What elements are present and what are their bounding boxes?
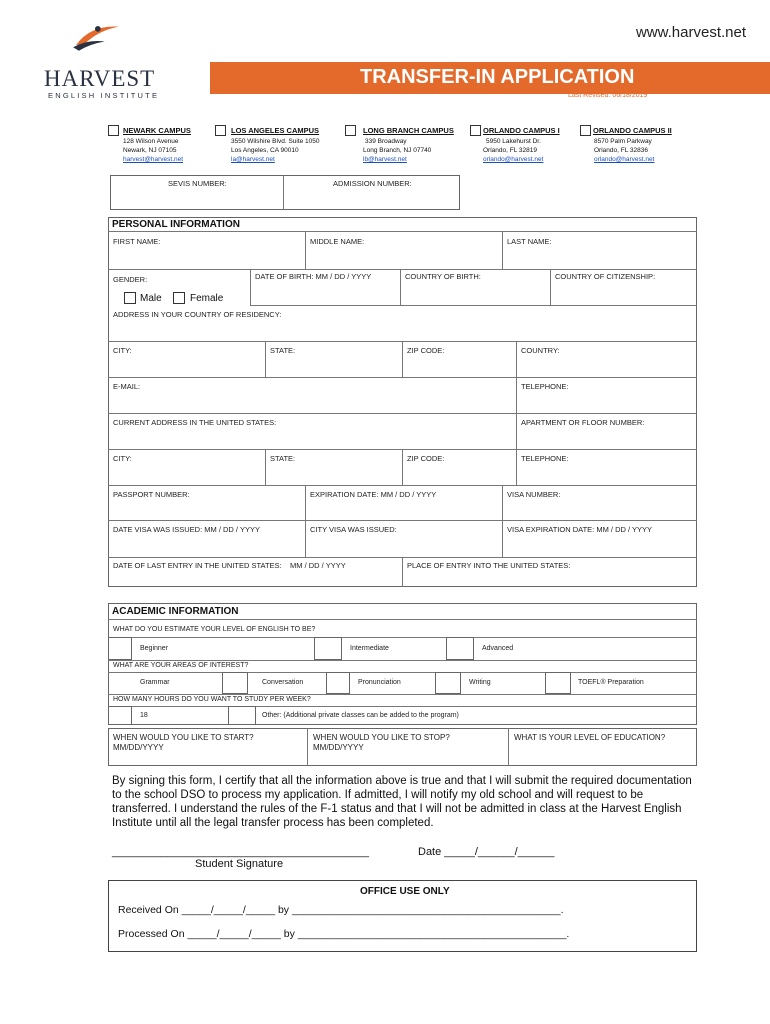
campus-city: Orlando, FL 32819 — [483, 147, 537, 154]
beginner-checkbox[interactable] — [108, 637, 132, 660]
us-state-label: STATE: — [270, 454, 296, 463]
first-name-input[interactable] — [110, 248, 303, 268]
pronunciation-label: Pronunciation — [358, 679, 401, 686]
campus-name: NEWARK CAMPUS — [123, 126, 191, 135]
email-input[interactable] — [110, 392, 514, 412]
last-entry-format: MM / DD / YYYY — [290, 561, 346, 570]
last-name-input[interactable] — [504, 248, 695, 268]
sevis-input[interactable] — [111, 190, 282, 209]
email-label: E-MAIL: — [113, 382, 141, 391]
certification-statement: By signing this form, I certify that all the information above is true and that I will submit the required documentation to the school DSO to process my application. If admitted, I will notify my old school and will request to be transferred. I understand the rules of the F-1 status and that I will not be admitted in class at the Harvest English Institute until all the legal transfer process has been completed. — [112, 775, 692, 829]
signature-date[interactable]: Date _____/______/______ — [418, 846, 555, 858]
telephone-input[interactable] — [518, 392, 695, 412]
admission-input[interactable] — [285, 190, 458, 209]
dob-label: DATE OF BIRTH: MM / DD / YYYY — [255, 272, 372, 281]
campus-address: 3550 Wilshire Blvd. Suite 1050 — [231, 138, 320, 145]
male-checkbox[interactable] — [124, 292, 136, 304]
office-use-title: OFFICE USE ONLY — [360, 886, 450, 897]
visa-expiration-label: VISA EXPIRATION DATE: MM / DD / YYYY — [507, 525, 653, 534]
stop-label: WHEN WOULD YOU LIKE TO STOP? — [313, 733, 450, 742]
beginner-label: Beginner — [140, 645, 169, 652]
us-telephone-label: TELEPHONE: — [521, 454, 569, 463]
address-residency-label: ADDRESS IN YOUR COUNTRY OF RESIDENCY: — [113, 310, 282, 319]
last-name-label: LAST NAME: — [507, 237, 552, 246]
place-entry-label: PLACE OF ENTRY INTO THE UNITED STATES: — [407, 561, 571, 570]
admission-label: ADMISSION NUMBER: — [333, 179, 412, 188]
hours-question: HOW MANY HOURS DO YOU WANT TO STUDY PER WEEK? — [113, 696, 311, 703]
campus-city: Long Branch, NJ 07740 — [363, 147, 432, 154]
female-checkbox[interactable] — [173, 292, 185, 304]
us-zip-label: ZIP CODE: — [407, 454, 445, 463]
campus-checkbox[interactable] — [345, 125, 356, 136]
middle-name-input[interactable] — [307, 248, 500, 268]
city-label: CITY: — [113, 346, 132, 355]
sevis-label: SEVIS NUMBER: — [168, 179, 227, 188]
campus-address: 339 Broadway — [365, 138, 407, 145]
campus-name: LOS ANGELES CAMPUS — [231, 126, 320, 135]
zip-label: ZIP CODE: — [407, 346, 445, 355]
campus-checkbox[interactable] — [580, 125, 591, 136]
campus-checkbox[interactable] — [470, 125, 481, 136]
harvest-logo-icon — [44, 22, 154, 68]
revised-date: Last Revised: 06/18/2019 — [568, 92, 648, 99]
country-label: COUNTRY: — [521, 346, 560, 355]
start-label: WHEN WOULD YOU LIKE TO START? — [113, 733, 254, 742]
campus-address: 128 Wilson Avenue — [123, 138, 179, 145]
stop-format: MM/DD/YYYY — [313, 743, 364, 752]
passport-label: PASSPORT NUMBER: — [113, 490, 190, 499]
signature-line[interactable]: __________________________________________ — [112, 846, 369, 858]
campus-email[interactable]: orlando@harvest.net — [483, 156, 544, 163]
campus-name: ORLANDO CAMPUS I — [483, 126, 560, 135]
apartment-label: APARTMENT OR FLOOR NUMBER: — [521, 418, 645, 427]
campus-checkbox[interactable] — [108, 125, 119, 136]
writing-checkbox[interactable] — [435, 672, 461, 694]
education-label: WHAT IS YOUR LEVEL OF EDUCATION? — [514, 733, 666, 742]
state-label: STATE: — [270, 346, 296, 355]
conversation-label: Conversation — [262, 679, 304, 686]
conversation-checkbox[interactable] — [222, 672, 248, 694]
intermediate-label: Intermediate — [350, 645, 389, 652]
start-format: MM/DD/YYYY — [113, 743, 164, 752]
female-label: Female — [190, 293, 224, 304]
campus-checkbox[interactable] — [215, 125, 226, 136]
telephone-label: TELEPHONE: — [521, 382, 569, 391]
male-label: Male — [140, 293, 162, 304]
processed-on-line[interactable]: Processed On _____/_____/_____ by ______________________________________________. — [118, 928, 570, 940]
current-address-label: CURRENT ADDRESS IN THE UNITED STATES: — [113, 418, 277, 427]
grammar-label: Grammar — [140, 679, 170, 686]
academic-section-title: ACADEMIC INFORMATION — [112, 606, 239, 617]
gender-label: GENDER: — [113, 275, 148, 284]
last-entry-label: DATE OF LAST ENTRY IN THE UNITED STATES: — [113, 561, 282, 570]
campus-email[interactable]: lb@harvest.net — [363, 156, 407, 163]
hours-18-checkbox[interactable] — [108, 706, 132, 725]
campus-address: 5950 Lakehurst Dr. — [486, 138, 541, 145]
pronunciation-checkbox[interactable] — [326, 672, 350, 694]
us-city-label: CITY: — [113, 454, 132, 463]
hours-18-label: 18 — [140, 712, 148, 719]
page-title: TRANSFER-IN APPLICATION — [360, 66, 635, 88]
hours-other-label: Other: (Additional private classes can be added to the program) — [262, 712, 459, 719]
signature-label: Student Signature — [195, 858, 284, 870]
expiration-label: EXPIRATION DATE: MM / DD / YYYY — [310, 490, 437, 499]
visa-issued-label: DATE VISA WAS ISSUED: MM / DD / YYYY — [113, 525, 260, 534]
first-name-label: FIRST NAME: — [113, 237, 161, 246]
middle-name-label: MIDDLE NAME: — [310, 237, 365, 246]
advanced-label: Advanced — [482, 645, 514, 652]
english-level-question: WHAT DO YOU ESTIMATE YOUR LEVEL OF ENGLISH TO BE? — [113, 626, 316, 633]
received-on-line[interactable]: Received On _____/_____/_____ by ______________________________________________. — [118, 904, 564, 916]
address-residency-input[interactable] — [110, 320, 695, 340]
writing-label: Writing — [469, 679, 491, 686]
hours-other-checkbox[interactable] — [228, 706, 256, 725]
campus-email[interactable]: orlando@harvest.net — [594, 156, 655, 163]
toefl-label: TOEFL® Preparation — [578, 679, 644, 686]
logo-name: HARVEST — [44, 66, 156, 91]
website-url: www.harvest.net — [635, 24, 746, 41]
country-birth-label: COUNTRY OF BIRTH: — [405, 272, 481, 281]
personal-section-title: PERSONAL INFORMATION — [112, 219, 240, 230]
campus-name: ORLANDO CAMPUS II — [593, 126, 672, 135]
country-citizenship-label: COUNTRY OF CITIZENSHIP: — [555, 272, 656, 281]
campus-city: Newark, NJ 07105 — [123, 147, 177, 154]
campus-email[interactable]: harvest@harvest.net — [123, 156, 184, 163]
campus-email[interactable]: la@harvest.net — [231, 156, 275, 163]
logo-subtitle: ENGLISH INSTITUTE — [48, 91, 160, 100]
visa-number-label: VISA NUMBER: — [507, 490, 561, 499]
campus-address: 8570 Palm Parkway — [594, 138, 652, 145]
campus-city: Los Angeles, CA 90010 — [231, 147, 299, 154]
interest-question: WHAT ARE YOUR AREAS OF INTEREST? — [113, 662, 249, 669]
intermediate-checkbox[interactable] — [314, 637, 342, 660]
campus-city: Orlando, FL 32836 — [594, 147, 648, 154]
campus-name: LONG BRANCH CAMPUS — [363, 126, 454, 135]
toefl-checkbox[interactable] — [545, 672, 571, 694]
advanced-checkbox[interactable] — [446, 637, 474, 660]
city-visa-label: CITY VISA WAS ISSUED: — [310, 525, 397, 534]
